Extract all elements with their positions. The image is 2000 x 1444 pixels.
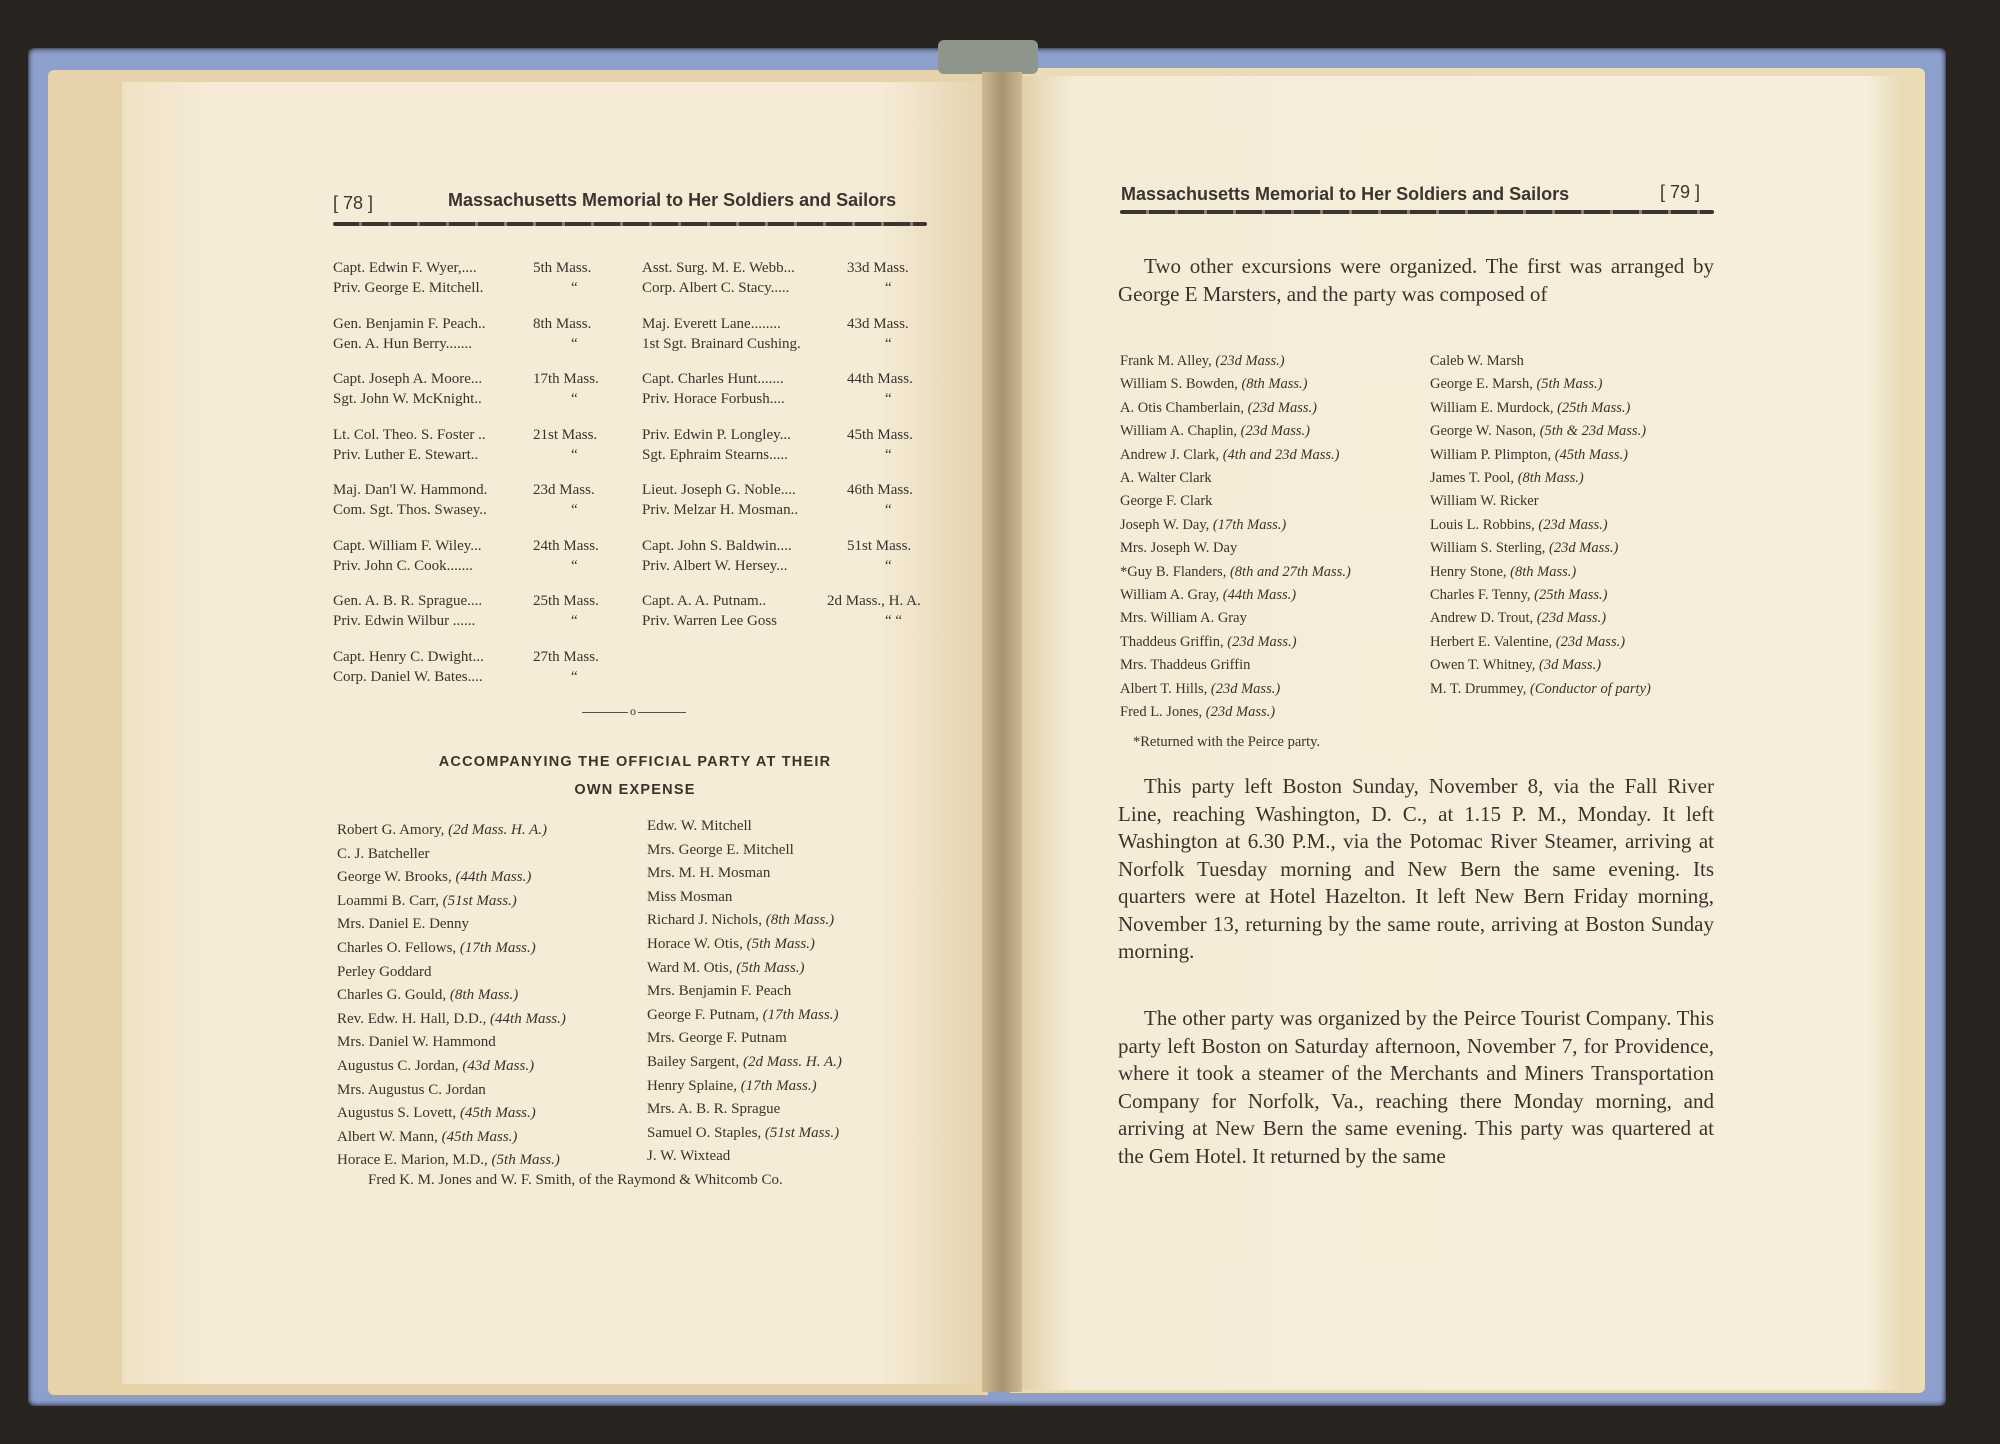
officer-name: Priv. Albert W. Hersey...	[642, 557, 788, 574]
person-name: Mrs. George F. Putnam	[647, 1030, 787, 1047]
regiment-note: (Conductor of party)	[1530, 680, 1651, 697]
officer-name: Capt. Charles Hunt.......	[642, 371, 784, 387]
person-name: Charles O. Fellows,	[337, 939, 457, 956]
person-name: Mrs. Benjamin F. Peach	[647, 983, 792, 1000]
name-entry	[1430, 537, 1651, 560]
person-name: *Guy B. Flanders,	[1120, 563, 1227, 580]
name-entry	[1120, 678, 1351, 701]
name-entry	[337, 961, 566, 985]
person-name: Mrs. Joseph W. Day	[1120, 540, 1238, 557]
officer-line	[333, 258, 592, 278]
name-entry	[1120, 373, 1351, 396]
person-name: Andrew D. Trout,	[1430, 610, 1534, 627]
officer-regiment: 23d Mass.	[533, 482, 595, 498]
person-name: William P. Plimpton,	[1430, 446, 1552, 463]
running-head-right: Massachusetts Memorial to Her Soldiers and Sailors	[1121, 184, 1570, 204]
name-entry	[1120, 561, 1351, 584]
person-name: Mrs. A. B. R. Sprague	[647, 1101, 781, 1118]
regiment-note: (23d Mass.)	[1210, 680, 1281, 697]
officer-pair	[642, 591, 921, 631]
person-name: Horace W. Otis,	[647, 935, 743, 952]
officer-regiment: “	[885, 280, 892, 296]
officer-name: Gen. A. Hun Berry.......	[333, 335, 473, 352]
name-entry	[1430, 490, 1651, 513]
regiment-note: (25th Mass.)	[1534, 587, 1608, 604]
person-name: William S. Bowden,	[1120, 376, 1238, 393]
name-entry	[647, 1027, 842, 1051]
regiment-note: (5th Mass.)	[1536, 376, 1603, 393]
person-name: Mrs. Daniel E. Denny	[337, 916, 470, 933]
officer-pair	[333, 425, 598, 465]
person-name: Frank M. Alley,	[1120, 353, 1212, 369]
person-name: George W. Brooks,	[337, 869, 452, 886]
running-head-left: Massachusetts Memorial to Her Soldiers and Sailors	[448, 190, 897, 210]
section-heading-line-2: OWN EXPENSE	[574, 782, 696, 798]
officer-name: Capt. Edwin F. Wyer,....	[333, 260, 477, 276]
regiment-note: (45th Mass.)	[459, 1105, 536, 1122]
officer-regiment: 5th Mass.	[533, 260, 592, 276]
officer-line	[642, 611, 903, 631]
name-entry	[647, 1098, 842, 1122]
expense-list-col-2	[647, 815, 842, 1169]
officer-regiment: “	[885, 391, 892, 407]
regiment-note: (51st Mass.)	[442, 892, 517, 909]
officer-line	[333, 647, 599, 667]
person-name: Perley Goddard	[337, 963, 432, 980]
officer-name: Lt. Col. Theo. S. Foster ..	[333, 426, 486, 443]
name-entry	[337, 819, 566, 843]
name-entry	[337, 843, 566, 867]
officer-line	[642, 369, 913, 389]
regiment-note: (2d Mass. H. A.)	[448, 822, 547, 838]
header-rule-left	[333, 222, 927, 226]
person-name: M. T. Drummey,	[1430, 680, 1527, 697]
officer-pair	[642, 425, 913, 465]
officer-regiment: 25th Mass.	[533, 593, 599, 609]
name-entry	[1430, 584, 1651, 607]
officer-line	[642, 556, 892, 576]
name-entry	[647, 839, 842, 863]
person-name: Ward M. Otis,	[647, 959, 733, 976]
officer-name: Maj. Dan'l W. Hammond.	[333, 482, 488, 498]
officer-regiment: “	[571, 557, 578, 574]
officer-name: Priv. Edwin P. Longley...	[642, 426, 791, 443]
officer-pair	[333, 258, 592, 298]
regiment-note: (8th Mass.)	[1241, 376, 1308, 393]
person-name: George W. Nason,	[1430, 423, 1537, 440]
officer-line	[642, 425, 913, 445]
officer-name: 1st Sgt. Brainard Cushing.	[642, 335, 801, 352]
officer-pair	[333, 369, 599, 409]
name-entry	[337, 913, 566, 937]
regiment-note: (17th Mass.)	[740, 1077, 817, 1094]
name-entry	[337, 1031, 566, 1055]
person-name: Richard J. Nichols,	[647, 912, 762, 929]
officer-regiment: 17th Mass.	[533, 371, 599, 387]
officer-line	[333, 591, 599, 611]
officer-name: Priv. Horace Forbush....	[642, 391, 785, 407]
regiment-note: (45th Mass.)	[1554, 446, 1629, 463]
name-entry	[1430, 678, 1651, 701]
officer-name: Gen. Benjamin F. Peach..	[333, 315, 486, 332]
name-entry	[647, 909, 842, 933]
person-name: Miss Mosman	[647, 888, 733, 905]
person-name: Albert T. Hills,	[1120, 680, 1208, 697]
person-name: Thaddeus Griffin,	[1120, 633, 1224, 650]
officer-pair	[642, 314, 909, 354]
person-name: A. Otis Chamberlain,	[1120, 399, 1245, 416]
person-name: Fred L. Jones,	[1120, 704, 1203, 721]
name-entry	[337, 866, 566, 890]
officer-name: Priv. John C. Cook.......	[333, 557, 473, 574]
person-name: Mrs. M. H. Mosman	[647, 865, 771, 882]
officer-line	[333, 667, 578, 687]
officer-line	[642, 334, 892, 354]
regiment-note: (23d Mass.)	[1538, 516, 1608, 533]
person-name: Charles F. Tenny,	[1430, 587, 1531, 604]
person-name: Mrs. William A. Gray	[1120, 610, 1247, 627]
party-list-col-1	[1120, 350, 1351, 725]
name-entry	[1430, 373, 1651, 396]
officer-name: Capt. Henry C. Dwight...	[333, 648, 484, 665]
paragraph-2: This party left Boston Sunday, November 8, via the Fall River Line, reaching Washington, D. C., at 1.15 P. M., Monday. It left Washington at 6.30 P.M., via the Potomac River Steamer, arriving at Norfolk Tuesday morning and New Bern the same evening. Its quarters were at Hotel Hazelton. It left New Bern Friday morning, November 13, returning by the same route, arriving at Boston Sunday morning.	[1118, 774, 1714, 963]
person-name: Horace E. Marion, M.D.,	[337, 1152, 488, 1169]
officer-regiment: 44th Mass.	[847, 371, 913, 387]
regiment-note: (8th Mass.)	[765, 912, 835, 929]
person-name: William E. Murdock,	[1430, 399, 1554, 416]
name-entry	[337, 1008, 566, 1032]
name-entry	[1120, 584, 1351, 607]
name-entry	[647, 1145, 842, 1169]
person-name: Mrs. Daniel W. Hammond	[337, 1034, 496, 1051]
regiment-note: (2d Mass. H. A.)	[742, 1053, 842, 1070]
officer-regiment: 8th Mass.	[533, 315, 592, 332]
name-entry	[1430, 654, 1651, 677]
officer-name: Maj. Everett Lane........	[642, 315, 781, 332]
regiment-note: (23d Mass.)	[1536, 610, 1607, 627]
regiment-note: (25th Mass.)	[1557, 399, 1631, 416]
officer-line	[333, 480, 595, 500]
regiment-note: (23d Mass.)	[1215, 353, 1285, 369]
name-entry	[1120, 631, 1351, 654]
officer-line	[642, 278, 892, 298]
name-entry	[647, 957, 842, 981]
officer-line	[642, 480, 913, 500]
paragraph-3: The other party was organized by the Peirce Tourist Company. This party left Boston on Saturday afternoon, November 7, for Providence, where it took a steamer of the Merchants and Miners Transportation Company for Norfolk, Va., reaching there Monday morning, and arriving at New Bern the same evening. This party was quartered at the Gem Hotel. It returned by the same	[1118, 1006, 1714, 1168]
regiment-note: (45th Mass.)	[441, 1128, 518, 1145]
regiment-note: (4th and 23d Mass.)	[1222, 446, 1340, 463]
name-entry	[1430, 514, 1651, 537]
officer-name: Priv. Luther E. Stewart..	[333, 446, 479, 463]
officer-line	[642, 258, 909, 278]
name-entry	[337, 1126, 566, 1150]
person-name: Caleb W. Marsh	[1430, 353, 1524, 369]
officer-name: Priv. Warren Lee Goss	[642, 613, 778, 629]
person-name: Loammi B. Carr,	[337, 892, 439, 909]
name-entry	[1120, 607, 1351, 630]
person-name: Robert G. Amory,	[337, 822, 445, 838]
regiment-note: (17th Mass.)	[762, 1006, 839, 1023]
person-name: A. Walter Clark	[1120, 470, 1212, 487]
person-name: Joseph W. Day,	[1120, 516, 1210, 533]
officer-line	[642, 500, 892, 520]
officer-line	[333, 389, 578, 409]
officer-name: Capt. A. A. Putnam..	[642, 593, 767, 609]
name-entry	[647, 815, 842, 839]
person-name: Augustus C. Jordan,	[337, 1057, 459, 1074]
officer-line	[333, 278, 578, 298]
officer-regiment: 46th Mass.	[847, 482, 913, 498]
person-name: J. W. Wixtead	[647, 1148, 731, 1165]
person-name: William A. Gray,	[1120, 587, 1220, 604]
officer-regiment: 51st Mass.	[847, 537, 912, 554]
person-name: Henry Splaine,	[647, 1077, 737, 1094]
officer-name: Sgt. John W. McKnight..	[333, 391, 482, 407]
officer-regiment: 27th Mass.	[533, 648, 599, 665]
person-name: Edw. W. Mitchell	[647, 818, 752, 834]
officer-name: Com. Sgt. Thos. Swasey..	[333, 502, 487, 518]
officer-line	[333, 334, 578, 354]
officer-name: Priv. Melzar H. Mosman..	[642, 502, 799, 518]
officer-line	[333, 425, 598, 445]
person-name: William S. Sterling,	[1430, 540, 1546, 557]
officer-name: Sgt. Ephraim Stearns.....	[642, 446, 788, 463]
officer-regiment: “	[571, 446, 578, 463]
officer-name: Capt. John S. Baldwin....	[642, 537, 792, 554]
closing-line: Fred K. M. Jones and W. F. Smith, of the Raymond & Whitcomb Co.	[368, 1172, 783, 1188]
person-name: James T. Pool,	[1430, 470, 1515, 487]
person-name: Mrs. George E. Mitchell	[647, 841, 794, 858]
section-heading-line-1: ACCOMPANYING THE OFFICIAL PARTY AT THEIR	[438, 754, 832, 770]
person-name: Augustus S. Lovett,	[337, 1105, 457, 1122]
officer-name: Asst. Surg. M. E. Webb...	[642, 260, 795, 276]
expense-list-col-1	[337, 819, 566, 1173]
officer-pair	[333, 591, 599, 631]
footnote: *Returned with the Peirce party.	[1133, 734, 1321, 750]
name-entry	[1120, 444, 1351, 467]
regiment-note: (8th Mass.)	[449, 987, 519, 1004]
officer-line	[642, 591, 921, 611]
name-entry	[647, 862, 842, 886]
name-entry	[1430, 631, 1651, 654]
person-name: Henry Stone,	[1430, 563, 1507, 580]
officer-name: Corp. Albert C. Stacy.....	[642, 280, 790, 296]
name-entry	[1430, 350, 1651, 373]
header-rule-right	[1120, 210, 1714, 214]
name-entry	[1430, 467, 1651, 490]
officer-line	[333, 445, 578, 465]
officer-regiment: 45th Mass.	[847, 426, 913, 443]
officer-line	[333, 556, 578, 576]
regiment-note: (8th Mass.)	[1510, 563, 1577, 580]
officer-pair	[642, 258, 909, 298]
officer-line	[642, 445, 892, 465]
regiment-note: (5th Mass.)	[746, 935, 815, 952]
person-name: Herbert E. Valentine,	[1430, 633, 1553, 650]
officer-regiment: 24th Mass.	[533, 537, 599, 554]
officer-regiment: “	[571, 668, 578, 685]
officer-regiment: 21st Mass.	[533, 426, 598, 443]
person-name: William W. Ricker	[1430, 493, 1539, 510]
officer-regiment: “	[885, 335, 892, 352]
person-name: Mrs. Augustus C. Jordan	[337, 1081, 486, 1098]
officer-pair	[642, 369, 913, 409]
person-name: Albert W. Mann,	[337, 1128, 438, 1145]
officer-line	[333, 611, 578, 631]
officer-regiment: 33d Mass.	[847, 260, 909, 276]
officer-name: Corp. Daniel W. Bates....	[333, 668, 483, 685]
officer-regiment: “	[571, 502, 578, 518]
name-entry	[647, 1122, 842, 1146]
page-number-right: [ 79 ]	[1660, 182, 1701, 202]
regiment-note: (8th and 27th Mass.)	[1229, 563, 1351, 580]
spine-ribbon	[938, 40, 1038, 74]
regiment-note: (51st Mass.)	[764, 1124, 840, 1141]
officer-line	[333, 500, 578, 520]
regiment-note: (43d Mass.)	[462, 1057, 535, 1074]
person-name: C. J. Batcheller	[337, 845, 430, 862]
officer-regiment: 2d Mass., H. A.	[827, 593, 921, 609]
page-number-left: [ 78 ]	[333, 193, 374, 213]
name-entry	[337, 1102, 566, 1126]
person-name: George F. Clark	[1120, 493, 1213, 510]
name-entry	[1120, 654, 1351, 677]
name-entry	[647, 1051, 842, 1075]
name-entry	[1120, 490, 1351, 513]
regiment-note: (44th Mass.)	[455, 869, 532, 886]
officer-line	[333, 536, 599, 556]
person-name: William A. Chaplin,	[1120, 423, 1238, 440]
name-entry	[647, 933, 842, 957]
regiment-note: (17th Mass.)	[1212, 516, 1287, 533]
regiment-note: (5th Mass.)	[736, 959, 805, 976]
person-name: Andrew J. Clark,	[1120, 446, 1220, 463]
name-entry	[1120, 701, 1351, 724]
name-entry	[1430, 561, 1651, 584]
officer-line	[333, 314, 592, 334]
name-entry	[1430, 420, 1651, 443]
name-entry	[1120, 514, 1351, 537]
separator-glyph: o	[630, 704, 636, 718]
regiment-note: (23d Mass.)	[1549, 540, 1619, 557]
officer-regiment: “	[571, 613, 578, 629]
regiment-note: (8th Mass.)	[1517, 470, 1584, 487]
regiment-note: (17th Mass.)	[459, 939, 536, 956]
officer-pair	[333, 314, 592, 354]
party-list-col-2	[1430, 350, 1651, 701]
officer-regiment: “	[885, 446, 892, 463]
name-entry	[647, 1075, 842, 1099]
officer-name: Gen. A. B. R. Sprague....	[333, 593, 483, 609]
name-entry	[337, 1079, 566, 1103]
person-name: Louis L. Robbins,	[1430, 516, 1535, 533]
officer-regiment: “ “	[885, 613, 903, 629]
regiment-note: (44th Mass.)	[490, 1010, 566, 1027]
officer-pair	[333, 536, 599, 576]
person-name: Rev. Edw. H. Hall, D.D.,	[337, 1010, 487, 1027]
name-entry	[647, 980, 842, 1004]
officer-regiment: “	[571, 280, 578, 296]
person-name: Bailey Sargent,	[647, 1053, 740, 1070]
officer-regiment: “	[885, 502, 892, 518]
name-entry	[1120, 537, 1351, 560]
officer-regiment: “	[571, 391, 578, 407]
name-entry	[1120, 467, 1351, 490]
name-entry	[337, 1055, 566, 1079]
person-name: George E. Marsh,	[1430, 376, 1533, 393]
regiment-note: (3d Mass.)	[1539, 657, 1602, 674]
book-gutter	[982, 72, 1022, 1392]
officer-line	[642, 536, 912, 556]
officer-regiment: “	[571, 335, 578, 352]
person-name: Samuel O. Staples,	[647, 1124, 762, 1141]
officer-pair	[333, 480, 595, 520]
person-name: Mrs. Thaddeus Griffin	[1120, 657, 1251, 674]
officer-pair	[642, 536, 912, 576]
name-entry	[337, 937, 566, 961]
name-entry	[1120, 420, 1351, 443]
person-name: Charles G. Gould,	[337, 987, 447, 1004]
regiment-note: (23d Mass.)	[1240, 423, 1310, 440]
section-separator	[582, 704, 686, 718]
officer-regiment: “	[885, 557, 892, 574]
officer-name: Priv. George E. Mitchell.	[333, 280, 484, 296]
officer-line	[642, 314, 909, 334]
officer-line	[333, 369, 599, 389]
name-entry	[1120, 350, 1351, 373]
person-name: George F. Putnam,	[647, 1006, 759, 1023]
officer-line	[642, 389, 892, 409]
regiment-note: (23d Mass.)	[1227, 633, 1297, 650]
name-entry	[1430, 397, 1651, 420]
officer-name: Capt. William F. Wiley...	[333, 537, 482, 554]
name-entry	[1430, 607, 1651, 630]
name-entry	[337, 1149, 566, 1173]
officer-name: Priv. Edwin Wilbur ......	[333, 613, 476, 629]
regiment-note: (23d Mass.)	[1555, 633, 1626, 650]
person-name: Owen T. Whitney,	[1430, 657, 1536, 674]
name-entry	[337, 890, 566, 914]
officer-pair	[333, 647, 599, 687]
officer-regiment: 43d Mass.	[847, 315, 909, 332]
officer-name: Capt. Joseph A. Moore...	[333, 371, 483, 387]
officer-name: Lieut. Joseph G. Noble....	[642, 482, 796, 498]
regiment-note: (23d Mass.)	[1247, 399, 1317, 416]
regiment-note: (23d Mass.)	[1205, 704, 1276, 721]
name-entry	[647, 1004, 842, 1028]
name-entry	[337, 984, 566, 1008]
name-entry	[1120, 397, 1351, 420]
officer-pair	[642, 480, 913, 520]
regiment-note: (5th Mass.)	[491, 1152, 560, 1169]
regiment-note: (44th Mass.)	[1222, 587, 1297, 604]
name-entry	[1430, 444, 1651, 467]
regiment-note: (5th & 23d Mass.)	[1539, 423, 1647, 440]
intro-paragraph: Two other excursions were organized. The first was arranged by George E Marsters, and the party was composed of	[1118, 254, 1714, 306]
name-entry	[647, 886, 842, 910]
